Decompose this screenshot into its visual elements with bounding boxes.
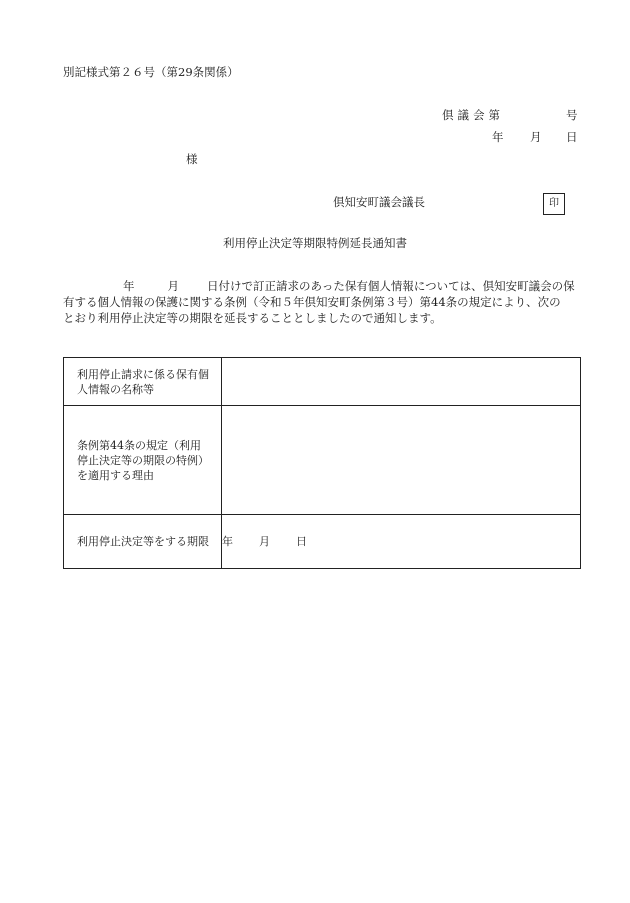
- row-value-deadline: [222, 515, 581, 569]
- table-row: [64, 358, 581, 406]
- document-title: 利用停止決定等期限特例延長通知書: [223, 236, 407, 250]
- deadline-year: 年: [222, 535, 233, 548]
- issue-date-day: 日: [566, 130, 578, 144]
- document-number-label: 倶議会第: [442, 108, 504, 122]
- body-month: 月: [167, 279, 179, 293]
- table-row: [64, 515, 581, 569]
- row-label-deadline: 利用停止決定等をする期限: [64, 515, 222, 569]
- issue-date-month: 月: [530, 130, 542, 144]
- body-line-1: [63, 278, 581, 294]
- row-label-target-info: 利用停止請求に係る保有個人情報の名称等: [64, 358, 222, 406]
- row-value-reason: [222, 406, 581, 515]
- body-line-2: 有する個人情報の保護に関する条例（令和５年倶知安町条例第３号）第44条の規定により、次の: [63, 295, 561, 309]
- sender-name: 倶知安町議会議長: [333, 195, 425, 209]
- document-number-suffix: 号: [566, 108, 578, 122]
- body-line-3: とおり利用停止決定等の期限を延長することとしましたので通知します。: [63, 311, 442, 325]
- deadline-day: 日: [296, 535, 307, 548]
- body-line-1-text: 日付けで訂正請求のあった保有個人情報については、倶知安町議会の保: [207, 279, 575, 293]
- issue-date-year: 年: [492, 130, 504, 144]
- row-value-target-info: [222, 358, 581, 406]
- form-number: 別記様式第２６号（第29条関係）: [63, 65, 239, 79]
- deadline-month: 月: [259, 535, 270, 548]
- body-paragraph: [63, 278, 581, 326]
- table-row: [64, 406, 581, 515]
- seal-stamp-box: 印: [543, 193, 565, 215]
- body-year: 年: [123, 279, 135, 293]
- addressee-suffix: 様: [186, 152, 198, 166]
- details-table: [63, 357, 581, 569]
- row-label-reason: 条例第44条の規定（利用停止決定等の期限の特例）を適用する理由: [64, 406, 222, 515]
